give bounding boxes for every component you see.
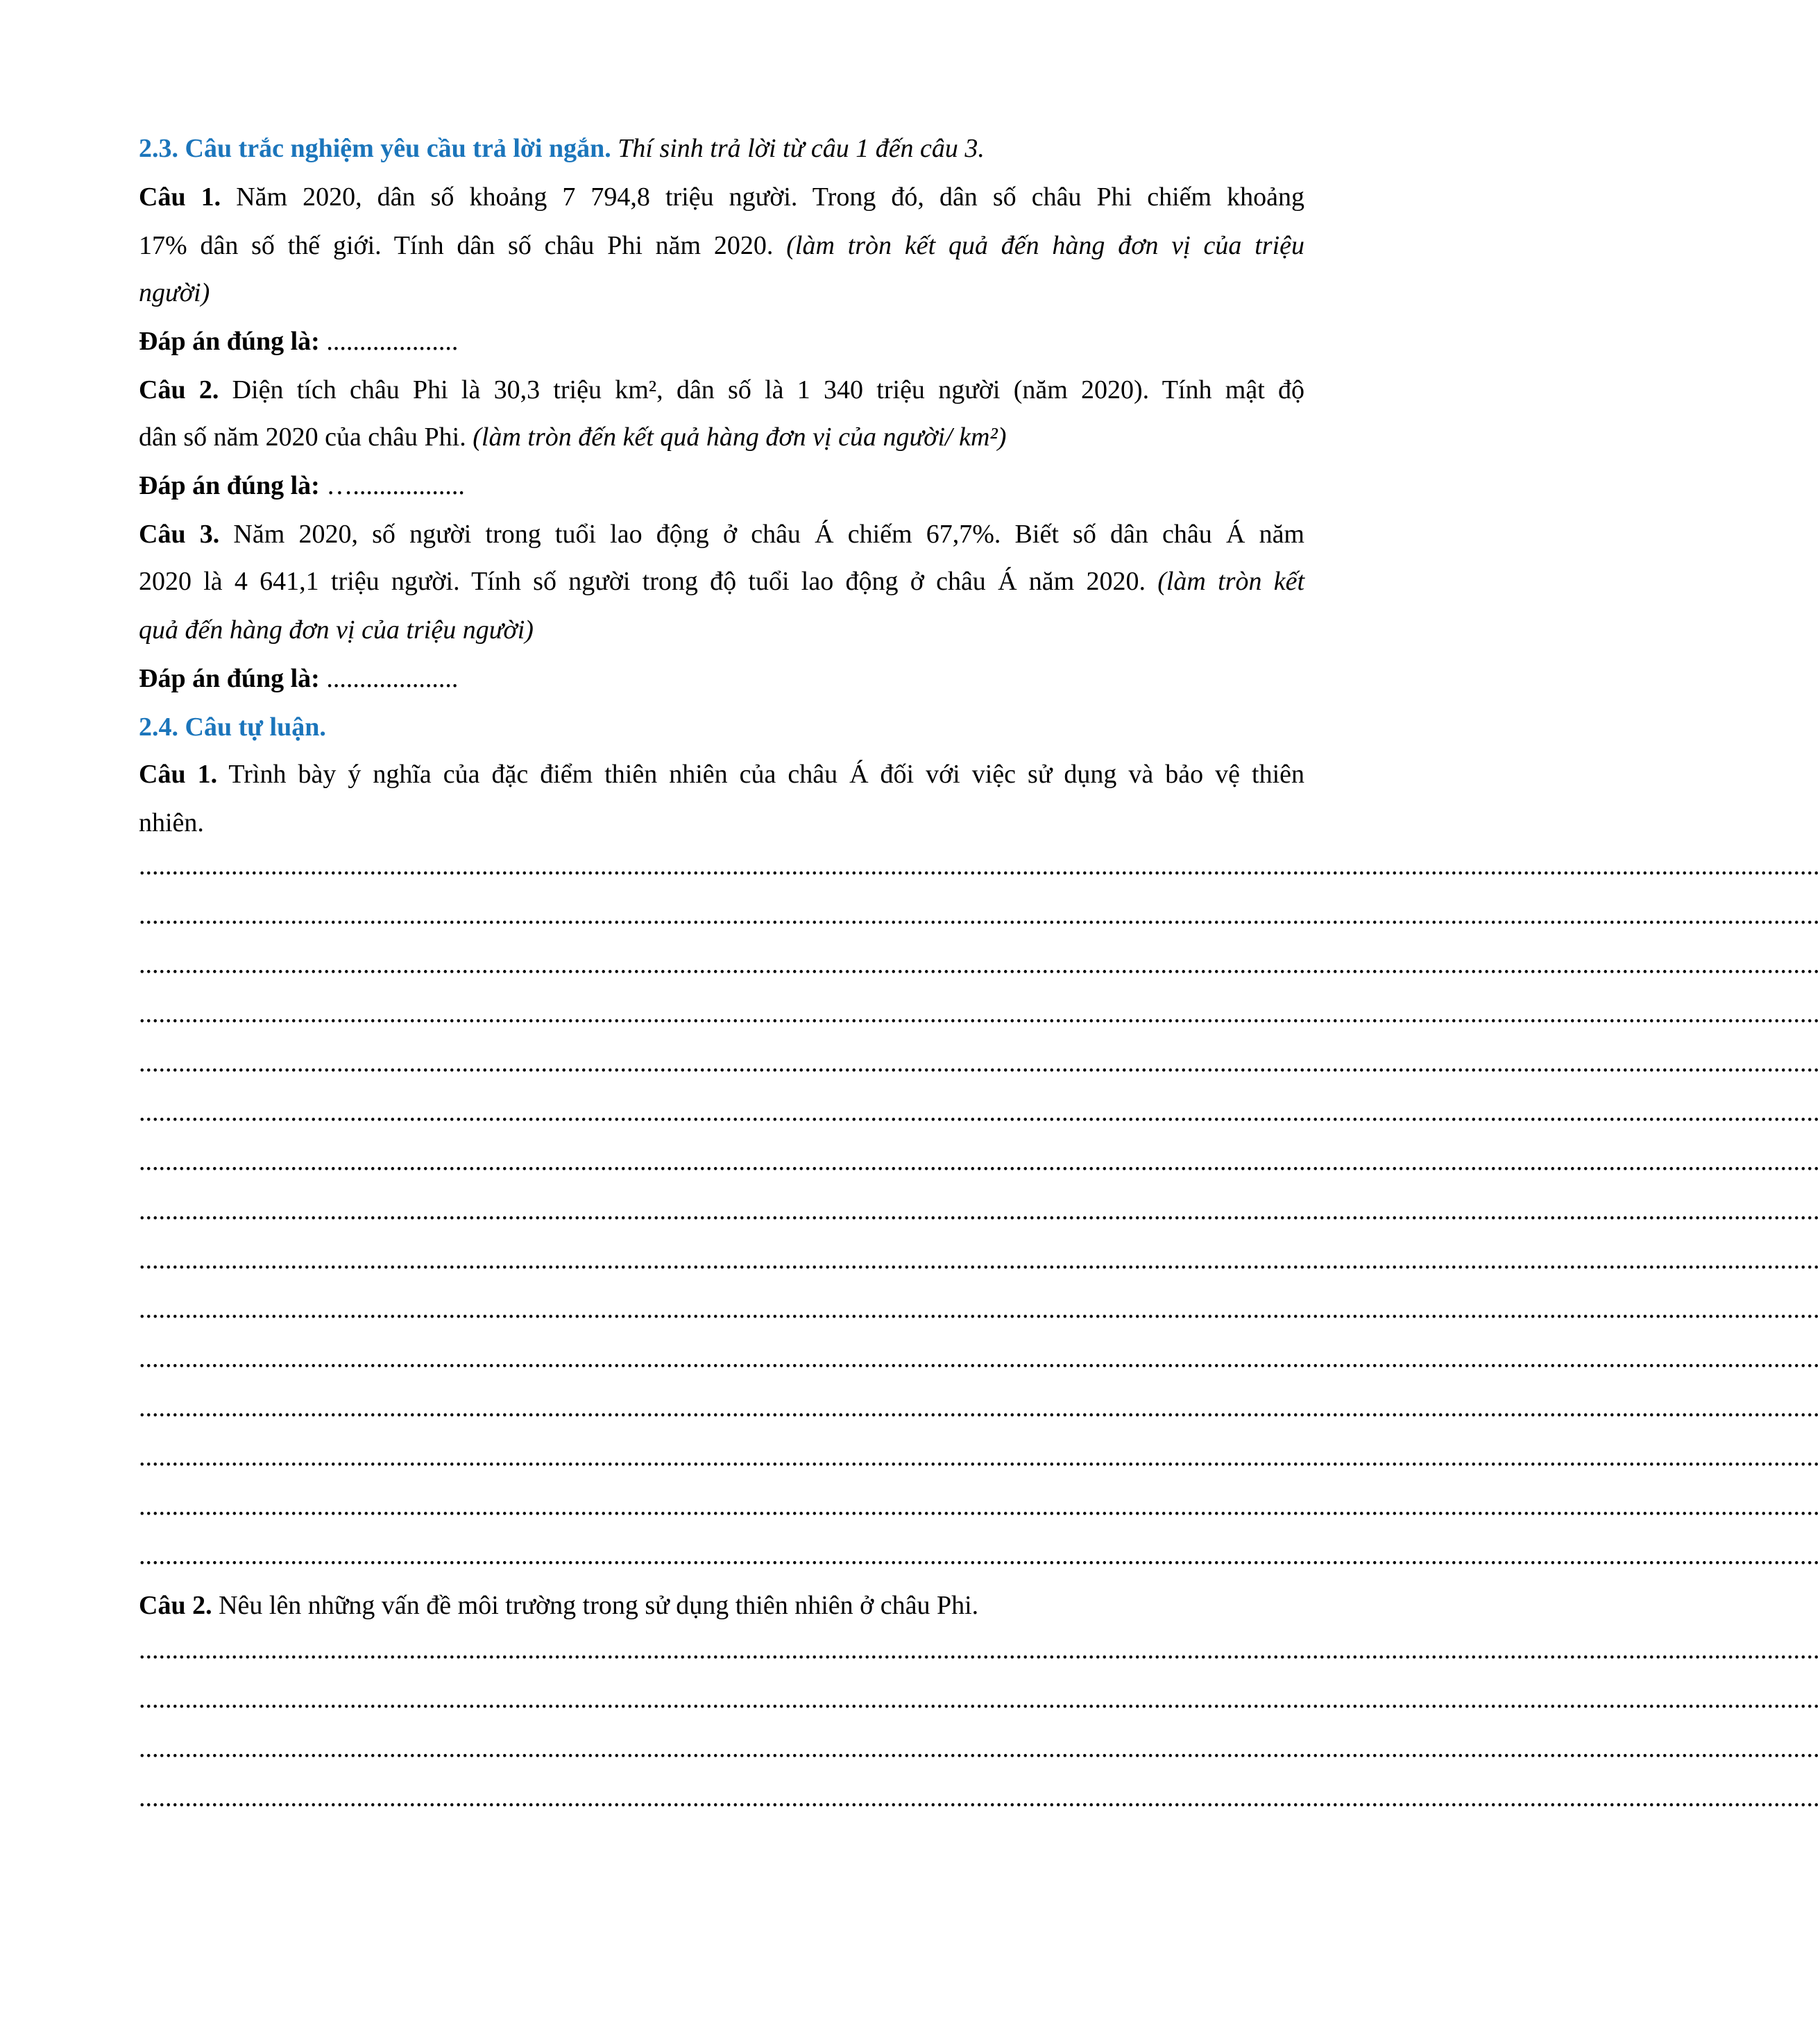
section-2-3-instruction: Thí sinh trả lời từ câu 1 đến câu 3. [618,134,985,163]
essay-1-answer-line[interactable]: ............................................................................................................................................................................................................................................................... [139,950,1820,979]
essay-2-label: Câu 2. [139,1591,212,1620]
question-2-label: Câu 2. [139,375,219,404]
essay-1-answer-line[interactable]: ............................................................................................................................................................................................................................................................... [139,1196,1820,1225]
essay-2-text-1: Nêu lên những vấn đề môi trường trong sử dụng thiên nhiên ở châu Phi. [219,1591,979,1620]
section-2-3-heading-line [139,132,1304,165]
question-1-text-2: 17% dân số thế giới. Tính dân số châu Phi năm 2020. [139,231,774,260]
question-3-note-2: quả đến hàng đơn vị của triệu người) [139,615,534,645]
section-2-4-heading-line [139,710,1304,744]
question-1-line-3 [139,276,1304,309]
essay-2-answer-line[interactable]: ............................................................................................................................................................................................................................................................... [139,1734,1820,1763]
essay-1-answer-line[interactable]: ............................................................................................................................................................................................................................................................... [139,1541,1820,1570]
essay-1-answer-line[interactable]: ............................................................................................................................................................................................................................................................... [139,999,1820,1028]
question-2-answer-label: Đáp án đúng là: [139,471,320,500]
question-2-line-2 [139,420,1304,454]
question-2-note: (làm tròn đến kết quả hàng đơn vị của người/ km²) [473,423,1007,452]
essay-1-answer-line[interactable]: ............................................................................................................................................................................................................................................................... [139,1492,1820,1521]
question-1-answer-blank[interactable]: .................... [326,327,459,356]
essay-1-answer-line[interactable]: ............................................................................................................................................................................................................................................................... [139,1295,1820,1324]
question-1-label: Câu 1. [139,182,221,212]
question-2-text-1: Diện tích châu Phi là 30,3 triệu km², dân số là 1 340 triệu người (năm 2020). Tính mật độ [232,375,1305,404]
essay-1-answer-line[interactable]: ............................................................................................................................................................................................................................................................... [139,901,1820,930]
essay-2-answer-line[interactable]: ............................................................................................................................................................................................................................................................... [139,1635,1820,1664]
essay-1-answer-line[interactable]: ............................................................................................................................................................................................................................................................... [139,1344,1820,1373]
question-1-line-2 [139,229,1304,262]
essay-1-answer-line[interactable]: ............................................................................................................................................................................................................................................................... [139,1147,1820,1176]
question-3-text-1: Năm 2020, số người trong tuổi lao động ở châu Á chiếm 67,7%. Biết số dân châu Á năm [233,520,1304,549]
question-3-note-1: (làm tròn kết [1157,567,1305,596]
question-2-answer-line [139,469,1304,502]
question-1-line-1 [139,180,1304,214]
question-3-text-2: 2020 là 4 641,1 triệu người. Tính số người trong độ tuổi lao động ở châu Á năm 2020. [139,567,1146,596]
section-2-4-heading: 2.4. Câu tự luận. [139,713,326,742]
question-3-answer-line [139,662,1304,695]
essay-1-text-1: Trình bày ý nghĩa của đặc điểm thiên nhiên của châu Á đối với việc sử dụng và bảo vệ thiên [228,760,1304,789]
question-1-text-1: Năm 2020, dân số khoảng 7 794,8 triệu người. Trong đó, dân số châu Phi chiếm khoảng [236,182,1305,212]
essay-1-answer-line[interactable]: ............................................................................................................................................................................................................................................................... [139,1442,1820,1472]
question-3-label: Câu 3. [139,520,220,549]
question-3-line-1 [139,518,1304,551]
question-2-text-2: dân số năm 2020 của châu Phi. [139,423,466,452]
essay-1-label: Câu 1. [139,760,218,789]
essay-1-answer-line[interactable]: ............................................................................................................................................................................................................................................................... [139,1393,1820,1422]
essay-1-answer-line[interactable]: ............................................................................................................................................................................................................................................................... [139,1245,1820,1275]
question-2-answer-blank[interactable]: …................. [326,471,465,500]
question-2-line-1 [139,373,1304,407]
essay-1-line-2 [139,806,1304,840]
essay-1-answer-line[interactable]: ............................................................................................................................................................................................................................................................... [139,1098,1820,1127]
question-3-line-2 [139,565,1304,598]
essay-1-answer-line[interactable]: ............................................................................................................................................................................................................................................................... [139,1048,1820,1077]
essay-1-answer-line[interactable]: ............................................................................................................................................................................................................................................................... [139,851,1820,880]
question-1-answer-line [139,325,1304,358]
question-1-note-1: (làm tròn kết quả đến hàng đơn vị của triệu [786,231,1305,260]
question-3-answer-blank[interactable]: .................... [326,664,459,693]
essay-2-line-1 [139,1589,1304,1622]
question-3-answer-label: Đáp án đúng là: [139,664,320,693]
question-1-note-2: người) [139,278,210,307]
section-2-3-heading: 2.3. Câu trắc nghiệm yêu cầu trả lời ngắn. [139,134,611,163]
essay-1-line-1 [139,758,1304,791]
essay-1-text-2: nhiên. [139,808,204,837]
question-3-line-3 [139,613,1304,647]
question-1-answer-label: Đáp án đúng là: [139,327,320,356]
essay-2-answer-line[interactable]: ............................................................................................................................................................................................................................................................... [139,1685,1820,1714]
essay-2-answer-line[interactable]: ............................................................................................................................................................................................................................................................... [139,1783,1820,1812]
